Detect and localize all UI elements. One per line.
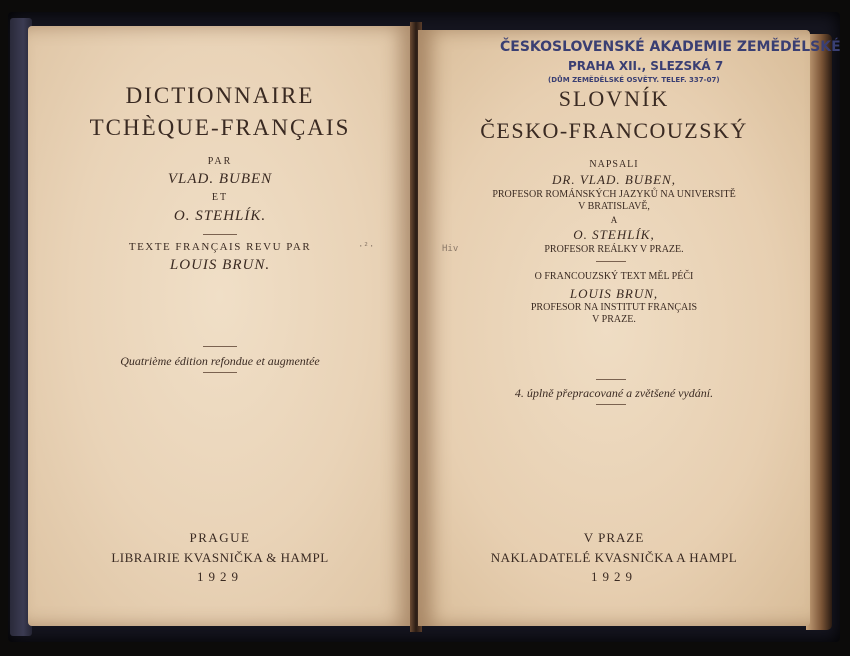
- right-city: V PRAZE: [583, 530, 645, 545]
- left-author1: VLAD. BUBEN: [167, 171, 273, 187]
- left-title-line1: DICTIONNAIRE: [125, 83, 315, 108]
- left-title-page: [28, 26, 412, 626]
- left-divider-1: [203, 234, 237, 235]
- right-reviser-role-2: V PRAZE.: [592, 314, 636, 325]
- left-reviser: LOUIS BRUN.: [169, 257, 271, 273]
- right-year: 1929: [591, 569, 637, 584]
- right-divider-2: [596, 379, 626, 380]
- left-edition: Quatrième édition refondue et augmentée: [120, 354, 320, 368]
- library-stamp-line2: PRAHA XII., SLEZSKÁ 7: [568, 59, 724, 73]
- left-city: PRAGUE: [189, 530, 251, 545]
- left-divider-3: [203, 372, 237, 373]
- right-title-page: [418, 30, 841, 626]
- left-divider-2: [203, 346, 237, 347]
- right-a: A: [610, 215, 618, 225]
- right-title-line2: ČESKO-FRANCOUZSKÝ: [480, 118, 748, 143]
- right-edition: 4. úplně přepracované a zvětšené vydání.: [514, 386, 714, 400]
- right-divider-1: [596, 261, 626, 262]
- pencil-mark: ·²·: [358, 242, 375, 252]
- right-title-line1: SLOVNÍK: [558, 86, 670, 111]
- library-stamp-line3: (DŮM ZEMĚDĚLSKÉ OSVĚTY. TELEF. 337-07): [548, 76, 720, 84]
- left-et: ET: [211, 192, 229, 203]
- left-revised-by: TEXTE FRANÇAIS REVU PAR: [128, 241, 312, 253]
- right-publisher: NAKLADATELÉ KVASNIČKA A HAMPL: [490, 550, 738, 565]
- left-title-line2: TCHÈQUE-FRANÇAIS: [89, 115, 351, 140]
- right-author1-role-1: PROFESOR ROMÁNSKÝCH JAZYKŮ NA UNIVERSITĚ: [492, 189, 736, 200]
- library-stamp-line1: ČESKOSLOVENSKÉ AKADEMIE ZEMĚDĚLSKÉ: [500, 39, 841, 55]
- right-author1-role-2: V BRATISLAVĚ,: [578, 201, 650, 212]
- pencil-mark-right: Hiv: [442, 244, 459, 254]
- right-napsali: NAPSALI: [589, 159, 639, 170]
- right-author2: O. STEHLÍK,: [573, 227, 655, 242]
- left-year: 1929: [197, 569, 243, 584]
- left-par: PAR: [207, 156, 233, 167]
- right-author1: DR. VLAD. BUBEN,: [552, 172, 676, 187]
- right-reviser-role-1: PROFESOR NA INSTITUT FRANÇAIS: [530, 302, 698, 313]
- right-author2-role: PROFESOR REÁLKY V PRAZE.: [544, 244, 684, 255]
- right-reviser: LOUIS BRUN,: [569, 286, 659, 301]
- left-author2: O. STEHLÍK.: [173, 208, 267, 224]
- left-publisher: LIBRAIRIE KVASNIČKA & HAMPL: [111, 550, 329, 565]
- right-french-text: O FRANCOUZSKÝ TEXT MĚL PÉČI: [534, 271, 694, 282]
- right-divider-3: [596, 404, 626, 405]
